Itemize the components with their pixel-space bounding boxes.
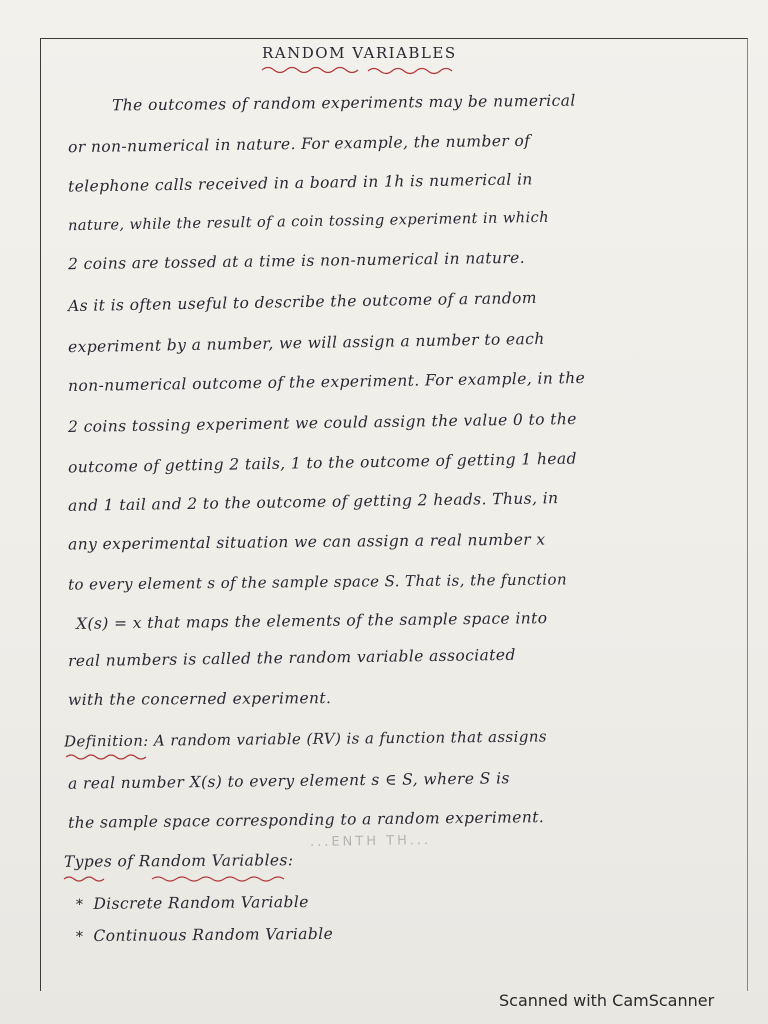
paragraph-line: nature, while the result of a coin tossing experiment in which (67, 208, 550, 235)
paragraph-line: As it is often useful to describe the outcome of a random (67, 288, 538, 316)
paragraph-line: non-numerical outcome of the experiment. For example, in the (67, 368, 586, 396)
type-list-item (76, 892, 309, 915)
type-discrete: Discrete Random Variable (93, 892, 309, 913)
bullet-marker: * (75, 896, 84, 914)
bleed-through-text: ...ENTH TH... (309, 832, 432, 851)
paragraph-line: 2 coins tossing experiment we could assign the value 0 to the (67, 410, 577, 436)
paragraph-line: outcome of getting 2 tails, 1 to the outcome of getting 1 head (67, 449, 577, 477)
definition-underline (64, 752, 164, 762)
scanner-watermark: Scanned with CamScanner (499, 991, 715, 1010)
paragraph-line: experiment by a number, we will assign a number to each (67, 329, 545, 357)
definition-text: A random variable (RV) is a function that assigns (153, 727, 548, 750)
paragraph-line: to every element s of the sample space S. That is, the function (67, 570, 568, 594)
types-heading: Types of Random Variables: (63, 851, 294, 871)
type-continuous: Continuous Random Variable (93, 924, 334, 945)
types-heading-underline (62, 873, 292, 885)
paragraph-line: 2 coins are tossed at a time is non-numerical in nature. (67, 248, 526, 274)
paragraph-line: and 1 tail and 2 to the outcome of getting 2 heads. Thus, in (67, 489, 559, 515)
paragraph-line: or non-numerical in nature. For example, the number of (67, 131, 531, 157)
paragraph-line: with the concerned experiment. (67, 689, 332, 709)
bullet-marker: * (75, 929, 84, 946)
paragraph-line: any experimental situation we can assign a real number x (67, 530, 546, 554)
title-underline (260, 64, 460, 76)
definition-label: Definition: (63, 731, 149, 751)
page-title: RANDOM VARIABLES (262, 44, 457, 62)
type-list-item (76, 924, 333, 947)
paragraph-line: real numbers is called the random variable associated (67, 645, 516, 671)
paragraph-line: The outcomes of random experiments may be numerical (111, 91, 576, 115)
paragraph-line: X(s) = x that maps the elements of the sample space into (75, 609, 548, 633)
definition-line-3: the sample space corresponding to a random experiment. (67, 808, 545, 832)
definition-line-2: a real number X(s) to every element s ∈ S, where S is (67, 769, 510, 793)
paragraph-line: telephone calls received in a board in 1h is numerical in (67, 170, 533, 196)
